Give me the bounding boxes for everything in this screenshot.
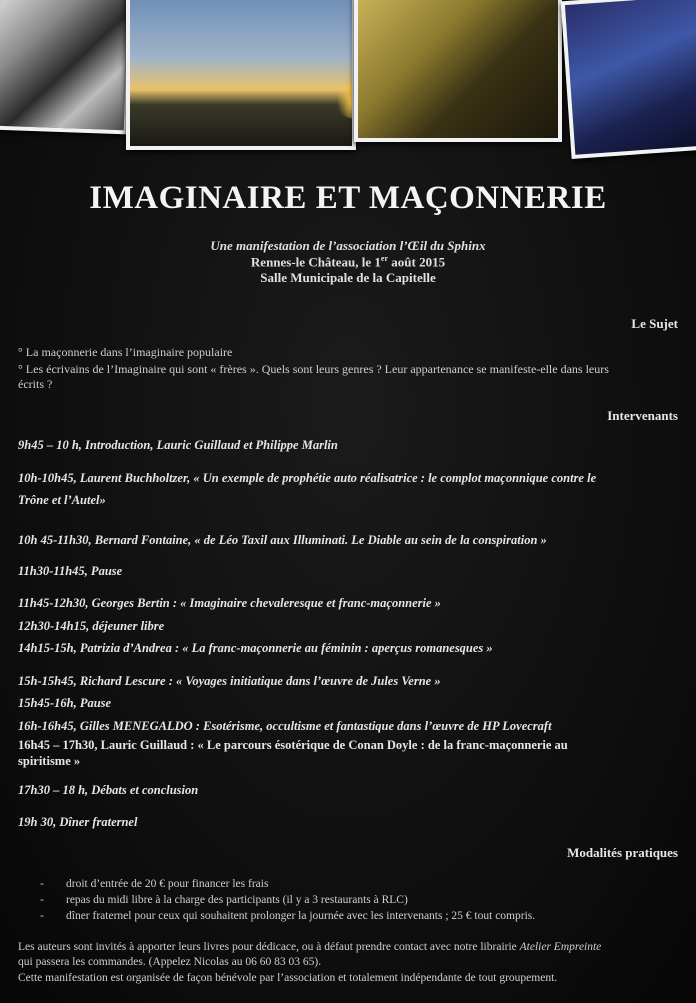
subtitle-place-date: Rennes-le Château, le 1er août 2015 [250, 254, 446, 270]
subtitle-venue: Salle Municipale de la Capitelle [260, 270, 436, 285]
program-item: 14h15-15h, Patrizia d’Andrea : « La franc-maçonnerie au féminin : aperçus romanesques » [18, 641, 493, 655]
photo-sunset-landscape [126, 0, 356, 150]
program-item: 11h30-11h45, Pause [18, 564, 123, 578]
sujet-item: écrits ? [18, 377, 53, 391]
heading-intervenants: Intervenants [607, 408, 678, 423]
sujet-item: ° La maçonnerie dans l’imaginaire populaire [18, 345, 233, 359]
modalites-item: - dîner fraternel pour ceux qui souhaitent prolonger la journée avec les intervenants ; 25 € tout compris. [40, 910, 536, 922]
modalites-item: - droit d’entrée de 20 € pour financer les frais [40, 878, 269, 890]
photo-man-in-study [354, 0, 562, 142]
photo-blue-room [561, 0, 696, 159]
program-item: 11h45-12h30, Georges Bertin : « Imaginaire chevaleresque et franc-maçonnerie » [18, 596, 441, 610]
subtitle-organizer: Une manifestation de l’association l’Œil du Sphinx [210, 238, 486, 253]
photo-woman-portrait [0, 0, 132, 134]
program-item: 9h45 – 10 h, Introduction, Lauric Guillaud et Philippe Marlin [18, 438, 338, 452]
page-title: IMAGINAIRE ET MAÇONNERIE [89, 180, 607, 216]
program-item: 16h-16h45, Gilles MENEGALDO : Esotérisme, occultisme et fantastique dans l’œuvre de HP Lovecraft [18, 719, 552, 733]
program-item: 15h45-16h, Pause [18, 696, 112, 710]
sujet-item: ° Les écrivains de l’Imaginaire qui sont « frères ». Quels sont leurs genres ? Leur appartenance se manifeste-elle dans leurs [18, 362, 609, 376]
footer-line-disclaimer: Cette manifestation est organisée de façon bénévole par l’association et totalement indépendante de tout groupement. [18, 972, 558, 984]
program-item: 19h 30, Dîner fraternel [18, 815, 138, 829]
program-item: 10h-10h45, Laurent Buchholtzer, « Un exemple de prophétie auto réalisatrice : le complot maçonnique contre le [18, 471, 597, 485]
program-item: Trône et l’Autel» [18, 493, 106, 507]
program-item: 10h 45-11h30, Bernard Fontaine, « de Léo Taxil aux Illuminati. Le Diable au sein de la conspiration » [18, 533, 547, 547]
footer-line-books: Les auteurs sont invités à apporter leurs livres pour dédicace, ou à défaut prendre contact avec notre librairie Atelier Empreinte [18, 941, 602, 953]
program-item: 12h30-14h15, déjeuner libre [18, 619, 165, 633]
footer-line-orders: qui passera les commandes. (Appelez Nicolas au 06 60 83 03 65). [18, 956, 322, 968]
photo-strip [0, 0, 696, 160]
heading-modalites: Modalités pratiques [567, 845, 678, 860]
program-item: 15h-15h45, Richard Lescure : « Voyages initiatique dans l’œuvre de Jules Verne » [18, 674, 441, 688]
program-item: 16h45 – 17h30, Lauric Guillaud : « Le parcours ésotérique de Conan Doyle : de la franc-maçonnerie au [18, 738, 568, 752]
program-item: 17h30 – 18 h, Débats et conclusion [18, 783, 199, 797]
modalites-item: - repas du midi libre à la charge des participants (il y a 3 restaurants à RLC) [40, 894, 408, 906]
program-item: spiritisme » [18, 754, 81, 768]
heading-sujet: Le Sujet [631, 316, 678, 331]
